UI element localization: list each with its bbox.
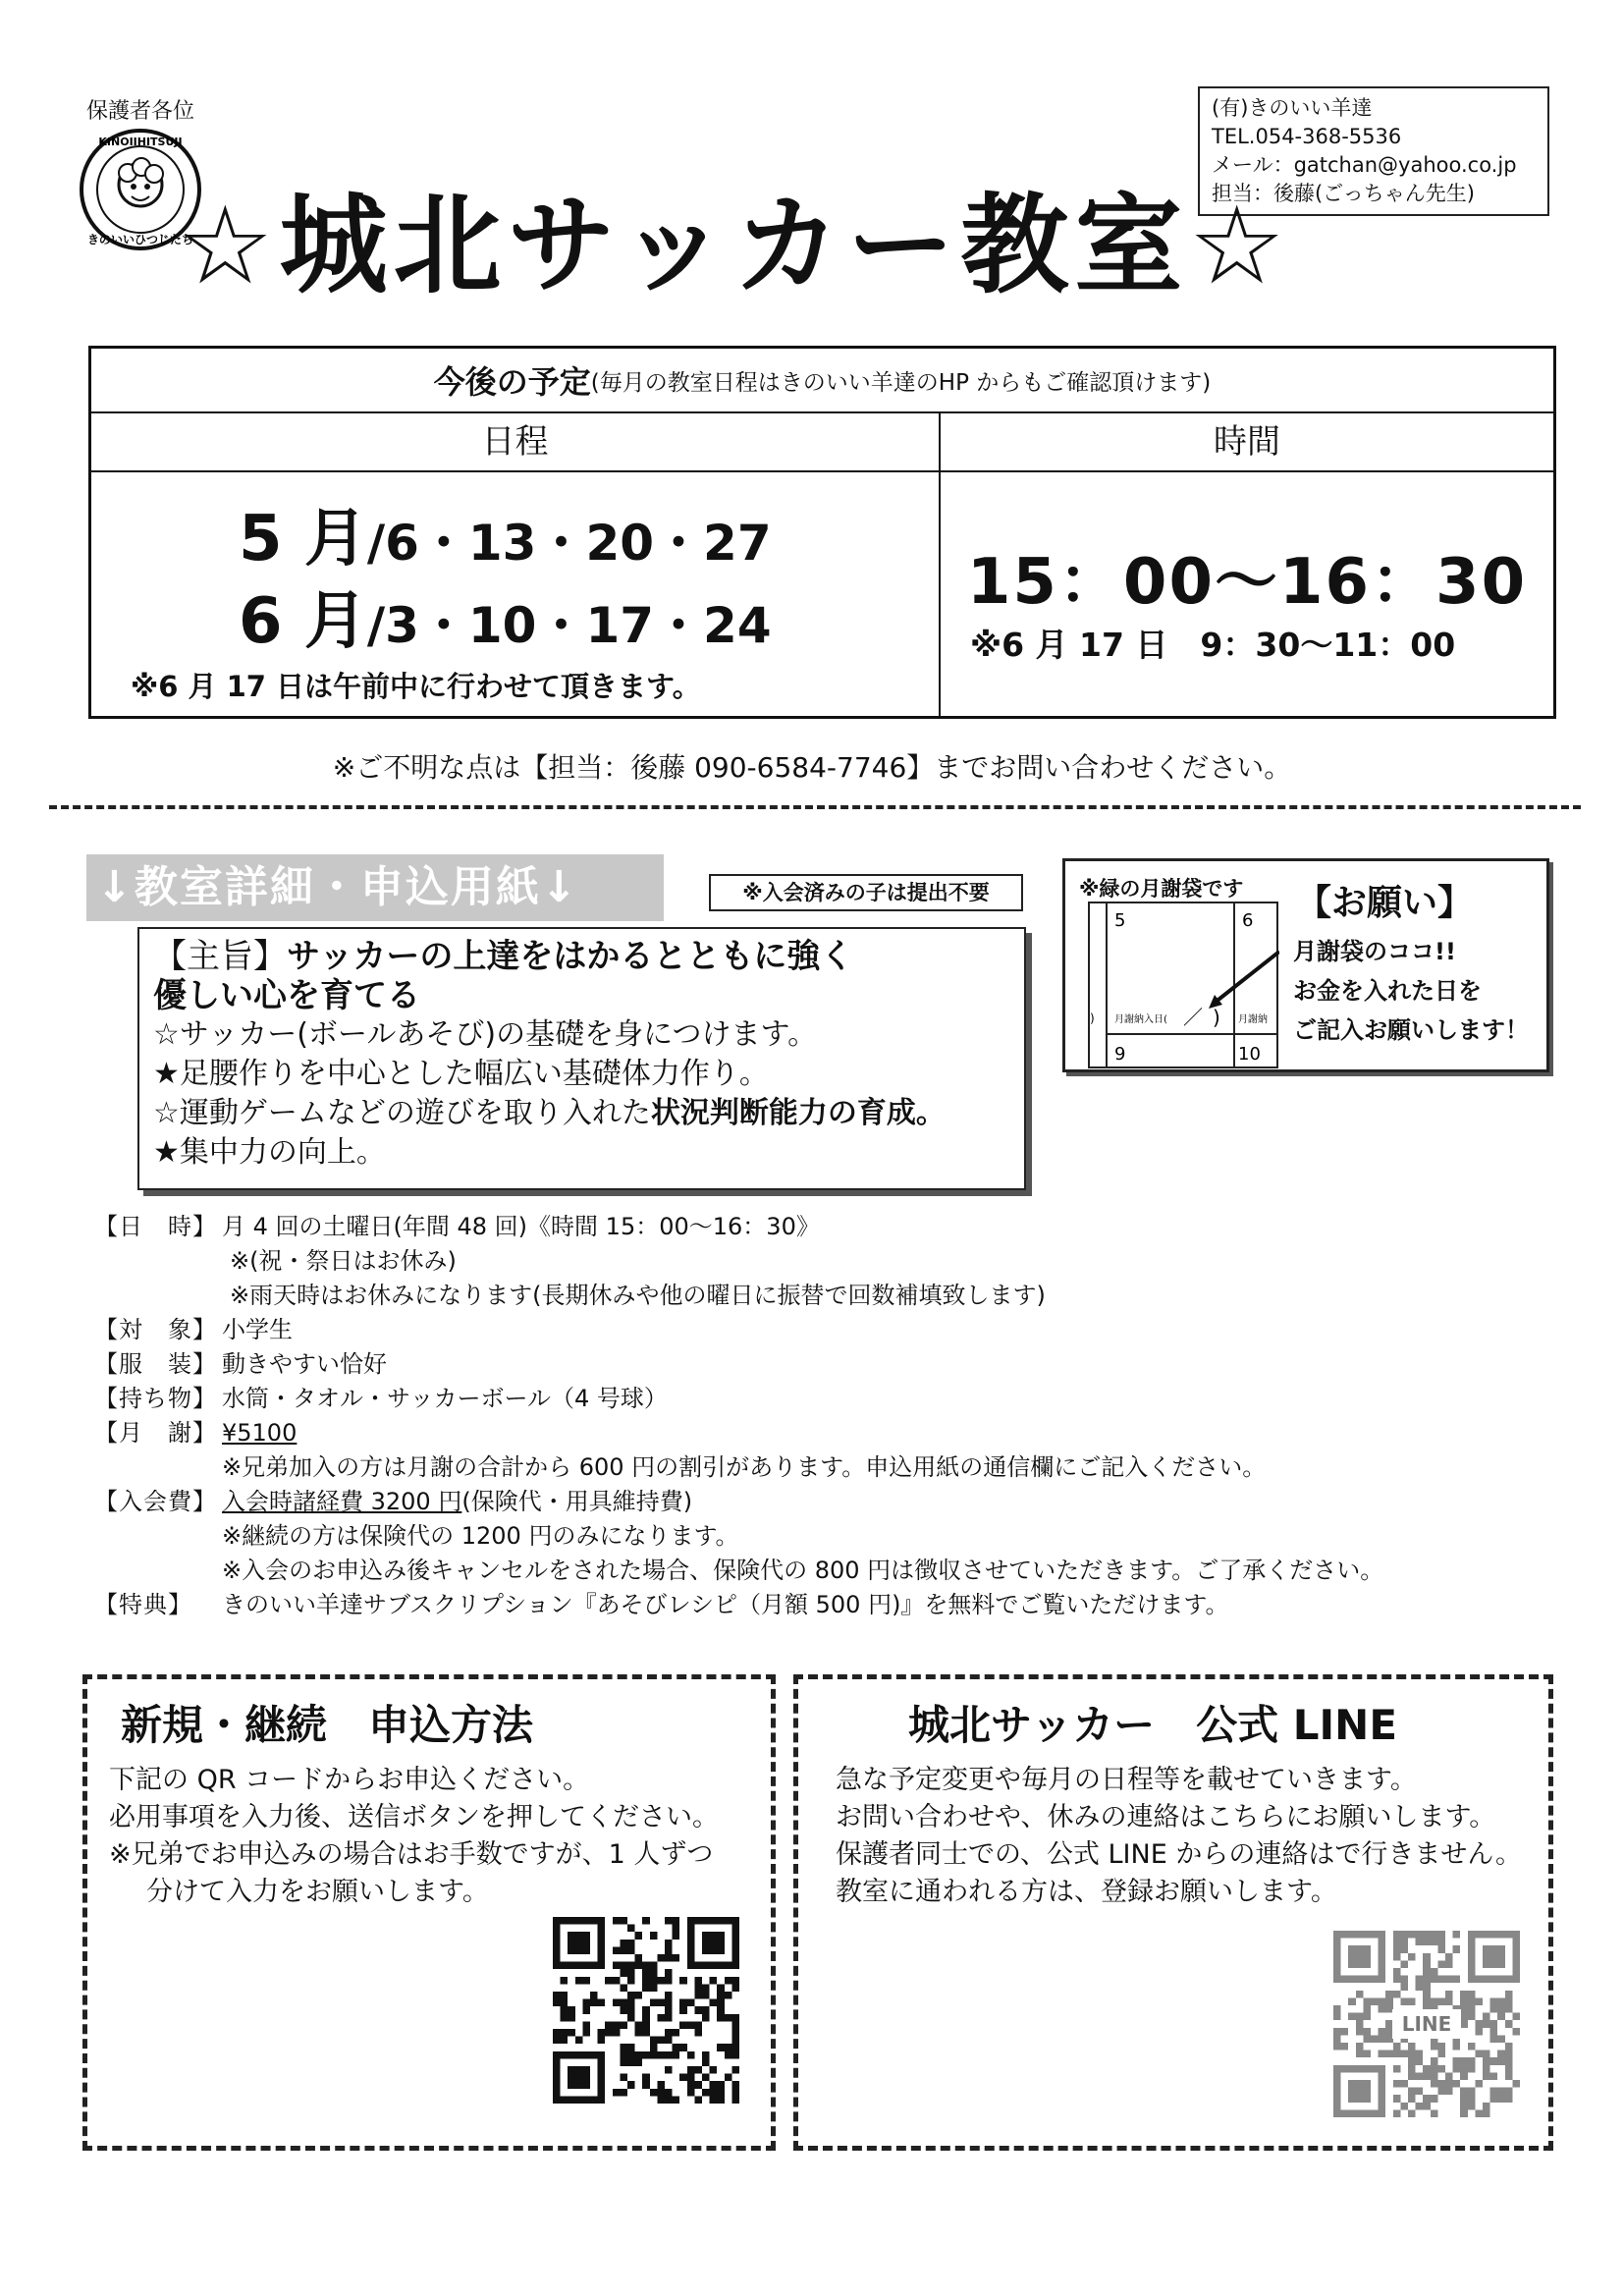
envelope-cell-9: 9 xyxy=(1114,1044,1126,1065)
detail-row-target xyxy=(94,1313,1567,1347)
detail-value: 月 4 回の土曜日(年間 48 回)《時間 15：00～16：30》 xyxy=(222,1213,820,1240)
application-box xyxy=(82,1674,776,2151)
line-title: 城北サッカー 公式 LINE xyxy=(908,1701,1398,1749)
line-info-line: 急な予定変更や毎月の日程等を載せていきます。 xyxy=(836,1765,1417,1795)
line-info-line: 保護者同士での、公式 LINE からの連絡はで行きません。 xyxy=(836,1839,1522,1870)
phone-number: TEL.054-368-5536 xyxy=(1212,125,1402,148)
schedule-heading-note: (毎月の教室日程はきのいい羊達のHP からもご確認頂けます) xyxy=(590,369,1212,396)
application-line: 必用事項を入力後、送信ボタンを押してください。 xyxy=(109,1802,719,1832)
purpose-item: ★足腰作りを中心とした幅広い基礎体力作り。 xyxy=(153,1057,769,1091)
envelope-field-label: 月謝納入日( xyxy=(1114,1014,1167,1025)
request-line: ご記入お願いします！ xyxy=(1293,1016,1529,1044)
detail-note: ※入会のお申込み後キャンセルをされた場合、保険代の 800 円は徴収させていただきます。ご了承ください。 xyxy=(222,1557,1384,1584)
submission-notice: ※入会済みの子は提出不要 xyxy=(709,874,1023,911)
detail-label: 【特典】 xyxy=(94,1591,192,1618)
application-line: ※兄弟でお申込みの場合はお手数ですが、1 人ずつ xyxy=(109,1839,714,1870)
detail-value: 動きやすい恰好 xyxy=(222,1350,387,1378)
detail-row-dress xyxy=(94,1347,1567,1382)
detail-label: 【日 時】 xyxy=(94,1213,217,1240)
detail-label: 【入会費】 xyxy=(94,1488,217,1515)
envelope-diagram xyxy=(1087,901,1279,1069)
application-line: 下記の QR コードからお申込ください。 xyxy=(109,1765,590,1795)
entry-fee-note: (保険代・用具維持費) xyxy=(461,1488,693,1515)
purpose-item: ☆サッカー(ボールあそび)の基礎を身につけます。 xyxy=(153,1017,818,1052)
envelope-field-slash: ／ xyxy=(1183,1006,1203,1029)
application-title: 新規・継続 申込方法 xyxy=(121,1701,534,1749)
envelope-label: ※緑の月謝袋です xyxy=(1079,877,1244,901)
may-dates xyxy=(239,488,772,578)
schedule-table xyxy=(88,346,1556,719)
request-text xyxy=(1293,932,1529,1050)
time-column-header: 時間 xyxy=(941,413,1553,472)
purpose-item: ★集中力の向上。 xyxy=(153,1135,386,1170)
entry-fee-amount: 入会時諸経費 3200 円 xyxy=(222,1488,462,1515)
detail-value: 小学生 xyxy=(222,1316,293,1343)
envelope-cell-10: 10 xyxy=(1238,1044,1261,1065)
line-info-line: 教室に通われる方は、登録お願いします。 xyxy=(836,1877,1337,1907)
detail-row-fee xyxy=(94,1416,1567,1450)
envelope-cell-5: 5 xyxy=(1114,910,1126,931)
line-qr-code[interactable] xyxy=(1333,1931,1520,2117)
detail-value: きのいい羊達サブスクリプション『あそびレシピ（月額 500 円)』を無料でご覧いただけます。 xyxy=(222,1591,1229,1618)
detail-label: 【持ち物】 xyxy=(94,1385,217,1412)
purpose-title-line-2: 優しい心を育てる xyxy=(153,976,420,1015)
application-qr-code[interactable] xyxy=(553,1917,739,2104)
envelope-field-edge: ) xyxy=(1090,1011,1095,1025)
purpose-tag: 【主旨】 xyxy=(153,937,287,976)
envelope-field-close: ) xyxy=(1213,1006,1220,1029)
line-logo-label: LINE xyxy=(1392,2009,1461,2039)
purpose-item xyxy=(153,1094,1010,1133)
application-line: 分けて入力をお願いします。 xyxy=(146,1877,489,1907)
svg-text:きのいいひつじたち: きのいいひつじたち xyxy=(86,233,194,246)
date-note: ※6 月 17 日は午前中に行わせて頂きます。 xyxy=(131,670,701,703)
section-banner: ↓教室詳細・申込用紙↓ xyxy=(86,854,664,921)
recipient-label: 保護者各位 xyxy=(86,99,195,124)
detail-row-items xyxy=(94,1382,1567,1416)
june-days: /3・10・17・24 xyxy=(366,597,772,654)
june-month: 6 月 xyxy=(239,585,367,658)
envelope-field-label-right: 月謝納 xyxy=(1238,1014,1268,1025)
detail-label: 【対 象】 xyxy=(94,1316,217,1343)
class-time: 15：00～16：30 xyxy=(966,546,1528,619)
detail-note: ※継続の方は保険代の 1200 円のみになります。 xyxy=(222,1522,739,1550)
detail-value xyxy=(222,1485,692,1519)
time-note: ※6 月 17 日 9：30～11：00 xyxy=(970,626,1456,664)
envelope-request-box xyxy=(1062,858,1549,1072)
purpose-title xyxy=(153,937,1010,1015)
envelope-cell-6: 6 xyxy=(1242,910,1254,931)
detail-value xyxy=(222,1416,297,1450)
detail-row-schedule xyxy=(94,1210,1567,1244)
june-dates xyxy=(239,571,772,661)
company-name: (有)きのいい羊達 xyxy=(1212,96,1373,120)
application-text xyxy=(109,1762,719,1911)
detail-value: 水筒・タオル・サッカーボール（4 号球） xyxy=(222,1385,668,1412)
schedule-header xyxy=(91,349,1553,413)
line-official-box xyxy=(793,1674,1553,2151)
line-text xyxy=(836,1762,1522,1911)
detail-row-entry xyxy=(94,1485,1567,1519)
detail-label: 【服 装】 xyxy=(94,1350,217,1378)
request-heading: 【お願い】 xyxy=(1296,883,1474,923)
detail-row-perk xyxy=(94,1588,1567,1622)
purpose-item-text: ☆運動ゲームなどの遊びを取り入れた xyxy=(153,1096,651,1130)
date-column-header: 日程 xyxy=(91,413,941,472)
purpose-title-line-1: サッカーの上達をはかるとともに強く xyxy=(287,937,854,976)
detail-note: ※雨天時はお休みになります(長期休みや他の曜日に振替で回数補填致します) xyxy=(230,1282,1046,1309)
schedule-heading: 今後の予定 xyxy=(433,363,591,401)
time-cell xyxy=(941,472,1553,716)
purpose-item-emphasis: 状況判断能力の育成。 xyxy=(650,1096,946,1130)
may-month: 5 月 xyxy=(239,503,367,575)
request-line: 月謝袋のココ!! xyxy=(1293,938,1456,965)
line-info-line: お問い合わせや、休みの連絡はこちらにお願いします。 xyxy=(836,1802,1496,1832)
detail-note: ※兄弟加入の方は月謝の合計から 600 円の割引があります。申込用紙の通信欄にご記入ください。 xyxy=(222,1453,1267,1481)
inquiry-note: ※ご不明な点は【担当：後藤 090-6584-7746】までお問い合わせください。 xyxy=(332,751,1292,784)
date-cell xyxy=(91,472,941,716)
svg-text:KINOIIHITSUJI: KINOIIHITSUJI xyxy=(98,136,183,148)
purpose-box xyxy=(137,927,1026,1190)
cut-line-divider xyxy=(49,805,1581,809)
detail-note: ※(祝・祭日はお休み) xyxy=(230,1247,457,1275)
contact-person: 担当：後藤(ごっちゃん先生) xyxy=(1212,182,1475,205)
detail-label: 【月 謝】 xyxy=(94,1419,217,1447)
email-address[interactable]: メール：gatchan@yahoo.co.jp xyxy=(1212,153,1517,177)
may-days: /6・13・20・27 xyxy=(366,515,772,572)
request-line: お金を入れた日を xyxy=(1293,977,1482,1005)
page-title: ☆城北サッカー教室☆ xyxy=(177,183,1292,308)
fee-amount: ¥5100 xyxy=(222,1419,298,1447)
class-details xyxy=(94,1210,1567,1622)
